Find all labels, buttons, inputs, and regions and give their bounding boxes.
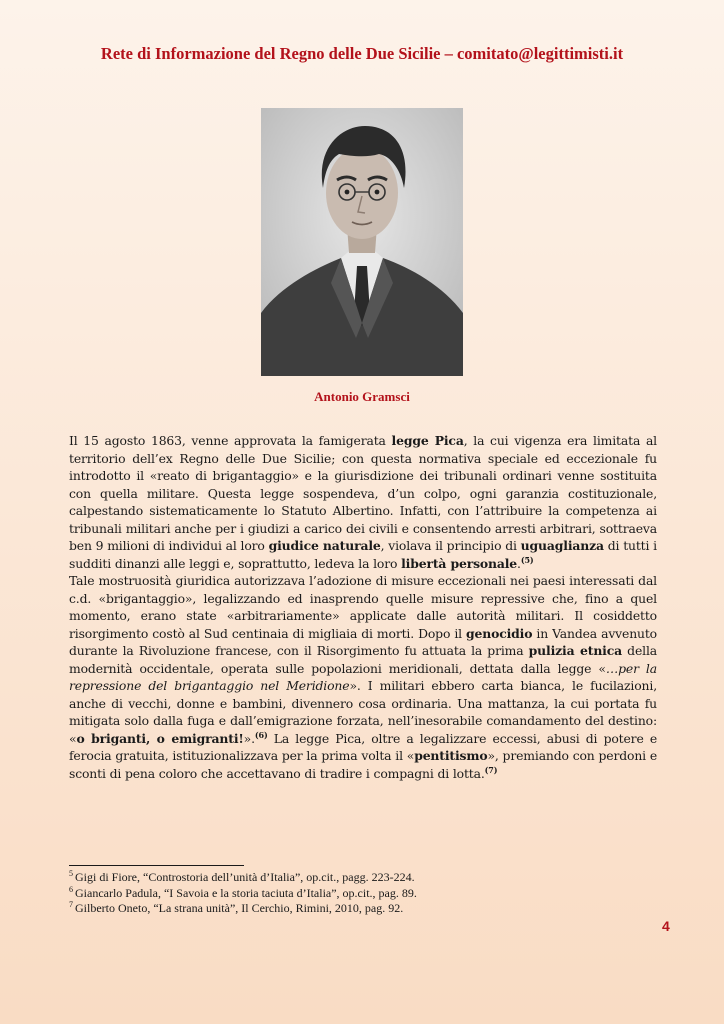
text-run: , violava il principio di xyxy=(380,538,521,553)
text-run: di tutti i sudditi dinanzi alle leggi e, soprattutto, ledeva la loro xyxy=(69,538,657,571)
page-number: 4 xyxy=(662,918,670,934)
text-run: . xyxy=(517,555,521,571)
body-text xyxy=(69,432,657,782)
footnote-reference: (6) xyxy=(254,729,268,740)
text-run: ». xyxy=(243,730,255,746)
text-run: La legge Pica, oltre a legalizzare eccessi, abusi di potere e ferocia gratuita, istituzionalizzava per la prima volta il « xyxy=(69,730,658,763)
footnote-item xyxy=(69,886,659,902)
emphasis-bold: giudice naturale xyxy=(268,538,381,553)
emphasis-bold: uguaglianza xyxy=(520,538,604,553)
emphasis-bold: genocidio xyxy=(466,625,533,641)
footnote-number: 7 xyxy=(69,900,73,909)
footnote-item xyxy=(69,901,659,917)
text-run: ». I militari ebbero carta bianca, le fucilazioni, anche di vecchi, donne e bambini, divennero cosa ordinaria. Una mattanza, la cui portata fu mitigata solo dalla fuga e dall’emigrazione forzata, nell’inesorabile comandamento del destino: « xyxy=(69,678,657,746)
text-run: », premiando con perdoni e sconti di pena coloro che accettavano di tradire i compagni di lotta. xyxy=(69,748,657,781)
emphasis-bold: legge Pica xyxy=(391,433,464,448)
text-run: Il 15 agosto 1863, venne approvata la famigerata xyxy=(69,433,392,448)
portrait-photo xyxy=(261,108,463,376)
footnotes xyxy=(69,870,659,917)
footnote-reference: (7) xyxy=(484,764,498,775)
emphasis-italic: …per la repressione del brigantaggio nel Meridione xyxy=(69,660,657,693)
footnote-text: Gilberto Oneto, “La strana unità”, Il Cerchio, Rimini, 2010, pag. 92. xyxy=(75,901,404,915)
footnote-reference: (5) xyxy=(520,554,534,565)
text-run: Tale mostruosità giuridica autorizzava l’adozione di misure eccezionali nei paesi interessati dal c.d. «brigantaggio», legalizzando ed inasprendo quelle misure repressive che, fino a quel momento, erano state «arbitrariamente» applicate dalle autorità militari. Il cosiddetto risorgimento costò al Sud centinaia di migliaia di morti. Dopo il xyxy=(69,573,657,641)
emphasis-bold: pentitismo xyxy=(414,748,488,763)
footnote-item xyxy=(69,870,659,886)
portrait-illustration xyxy=(261,108,463,376)
paragraph-1 xyxy=(69,432,657,572)
paragraph-2 xyxy=(69,572,657,782)
footnote-separator xyxy=(69,865,244,866)
footnote-number: 6 xyxy=(69,884,73,894)
emphasis-bold: libertà personale xyxy=(401,555,518,571)
footnote-text: Giancarlo Padula, “I Savoia e la storia taciuta d’Italia”, op.cit., pag. 89. xyxy=(75,885,417,900)
text-run: , la cui vigenza era limitata al territorio dell’ex Regno delle Due Sicilie; con questa normativa speciale ed eccezionale fu introdotto il «reato di brigantaggio» e la giurisdizione dei tribunali ordinari venne sostituita con quella militare. Questa legge sospendeva, d’un colpo, ogni garanzia costituzionale, calpestando sistematicamente lo Statuto Albertino. Infatti, con l’attribuire la competenza ai tribunali militari anche per i giudizi a carico dei civili e consentendo arresti arbitrari, sottraeva ben 9 milioni di individui al loro xyxy=(69,433,657,553)
footnote-text: Gigi di Fiore, “Controstoria dell’unità d’Italia”, op.cit., pagg. 223-224. xyxy=(75,870,415,884)
footnote-number: 5 xyxy=(69,869,73,878)
figure-caption: Antonio Gramsci xyxy=(314,389,410,404)
page-header: Rete di Informazione del Regno delle Due Sicilie – comitato@legittimisti.it xyxy=(100,44,624,63)
text-run: in Vandea avvenuto durante la Rivoluzione francese, con il Risorgimento fu attuata la prima xyxy=(69,625,657,658)
text-run: della modernità occidentale, operata sulle popolazioni meridionali, dettata dalla legge « xyxy=(69,643,657,676)
emphasis-bold: o briganti, o emigranti! xyxy=(76,730,244,746)
emphasis-bold: pulizia etnica xyxy=(528,643,623,658)
